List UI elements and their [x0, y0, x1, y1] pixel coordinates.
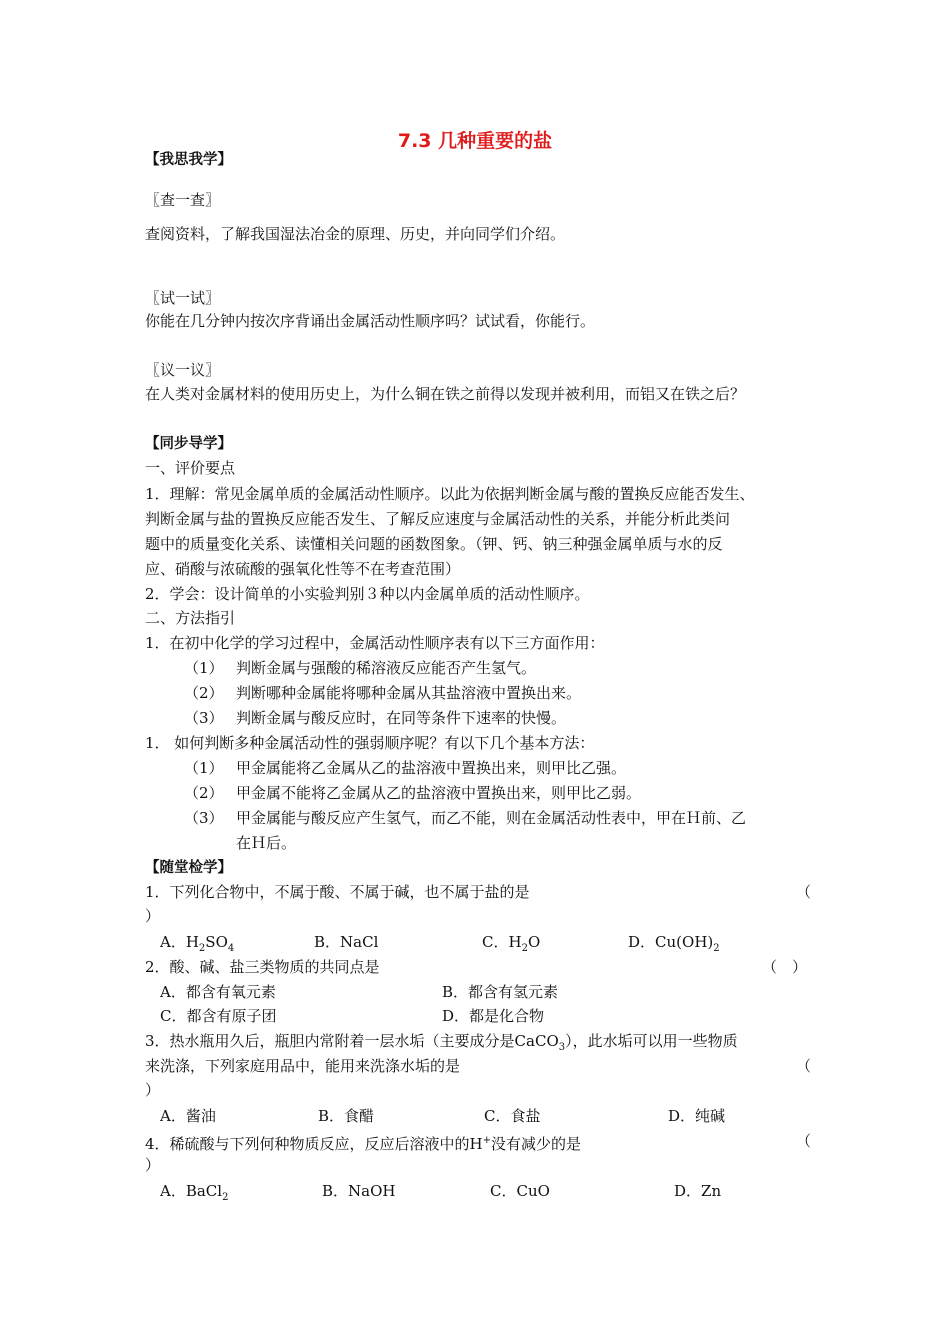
try-label: 〖试一试〗	[145, 289, 221, 307]
q2-option-d: D．都是化合物	[442, 1007, 545, 1025]
points-p1-line: 应、硝酸与浓硫酸的强氧化性等不在考查范围）	[145, 560, 461, 578]
q2-option-b: B．都含有氢元素	[442, 983, 559, 1001]
m2-item-num: （1）	[184, 759, 224, 777]
section-heading-think-learn: 【我思我学】	[145, 152, 232, 168]
m2-item-text: 甲金属能将乙金属从乙的盐溶液中置换出来，则甲比乙强。	[236, 759, 627, 777]
m2-item-text: 甲金属能与酸反应产生氢气，而乙不能，则在金属活动性表中，甲在Ｈ前、乙	[236, 809, 747, 827]
q1-answer-paren-close: ）	[145, 907, 161, 925]
m1-item-text: 判断金属与强酸的稀溶液反应能否产生氢气。	[236, 659, 537, 677]
q1-option-b: B．NaCl	[314, 933, 379, 951]
m1-item-num: （3）	[184, 709, 224, 727]
q4-answer-paren-open: （	[796, 1132, 812, 1150]
page-title: 7.3 几种重要的盐	[397, 130, 553, 152]
points-p1-line: 题中的质量变化关系、读懂相关问题的函数图象。（钾、钙、钠三种强金属单质与水的反	[145, 535, 723, 553]
points-heading: 一、评价要点	[145, 459, 236, 477]
m1-item-num: （2）	[184, 684, 224, 702]
check-label: 〖查一查〗	[145, 191, 221, 209]
discuss-label: 〖议一议〗	[145, 361, 221, 379]
q3-option-d: D．纯碱	[668, 1107, 726, 1125]
q2-option-c: C．都含有原子团	[160, 1007, 277, 1025]
m1-item-num: （1）	[184, 659, 224, 677]
q1-option-c: C．$H_2O$	[482, 933, 541, 954]
m2-item-text-cont: 在Ｈ后。	[236, 834, 297, 852]
section-heading-sync-guide: 【同步导学】	[145, 436, 232, 452]
q3-stem-line1: 3．热水瓶用久后，瓶胆内常附着一层水垢（主要成分是CaCO$_3$），此水垢可以用一些物质	[145, 1032, 738, 1053]
points-p1-line: 1．理解：常见金属单质的金属活动性顺序。以此为依据判断金属与酸的置换反应能否发生、	[145, 485, 755, 503]
q4-option-d: D．Zn	[674, 1182, 722, 1200]
q1-stem: 1．下列化合物中，不属于酸、不属于碱，也不属于盐的是	[145, 883, 530, 901]
m1-item-text: 判断金属与酸反应时，在同等条件下速率的快慢。	[236, 709, 567, 727]
q4-option-a: A．BaCl$_2$	[160, 1182, 229, 1203]
q1-option-a: A．$H_2SO_4$	[160, 933, 235, 954]
q4-option-c: C．CuO	[490, 1182, 550, 1200]
q3-option-a: A．酱油	[160, 1107, 216, 1125]
try-text: 你能在几分钟内按次序背诵出金属活动性顺序吗？试试看，你能行。	[145, 312, 596, 330]
m1-item-text: 判断哪种金属能将哪种金属从其盐溶液中置换出来。	[236, 684, 582, 702]
q3-stem-line2: 来洗涤，下列家庭用品中，能用来洗涤水垢的是	[145, 1057, 461, 1075]
q3-answer-paren-open: （	[796, 1057, 812, 1075]
q3-option-c: C．食盐	[484, 1107, 541, 1125]
section-heading-quiz: 【随堂检学】	[145, 860, 232, 876]
q3-option-b: B．食醋	[318, 1107, 375, 1125]
q1-option-d: D．$Cu(OH)_2$	[628, 933, 720, 954]
q2-option-a: A．都含有氧元素	[160, 983, 276, 1001]
q4-answer-paren-close: ）	[145, 1156, 161, 1174]
q4-stem: 4．稀硫酸与下列何种物质反应，反应后溶液中的H+没有减少的是	[145, 1135, 582, 1153]
m2-item-text: 甲金属不能将乙金属从乙的盐溶液中置换出来，则甲比乙弱。	[236, 784, 642, 802]
q2-stem: 2．酸、碱、盐三类物质的共同点是	[145, 958, 380, 976]
discuss-text: 在人类对金属材料的使用历史上，为什么铜在铁之前得以发现并被利用，而铝又在铁之后？	[145, 385, 746, 403]
methods-m2: 1． 如何判断多种金属活动性的强弱顺序呢？有以下几个基本方法：	[145, 734, 595, 752]
points-p2: 2．学会：设计简单的小实验判别３种以内金属单质的活动性顺序。	[145, 585, 590, 603]
check-text: 查阅资料，了解我国湿法冶金的原理、历史，并向同学们介绍。	[145, 225, 566, 243]
methods-heading: 二、方法指引	[145, 609, 236, 627]
methods-m1: 1．在初中化学的学习过程中，金属活动性顺序表有以下三方面作用：	[145, 634, 605, 652]
q4-option-b: B．NaOH	[322, 1182, 396, 1200]
q3-answer-paren-close: ）	[145, 1081, 161, 1099]
points-p1-line: 判断金属与盐的置换反应能否发生、了解反应速度与金属活动性的关系，并能分析此类问	[145, 510, 731, 528]
q2-answer-paren: （ ）	[762, 958, 808, 976]
q1-answer-paren-open: （	[796, 883, 812, 901]
m2-item-num: （3）	[184, 809, 224, 827]
m2-item-num: （2）	[184, 784, 224, 802]
